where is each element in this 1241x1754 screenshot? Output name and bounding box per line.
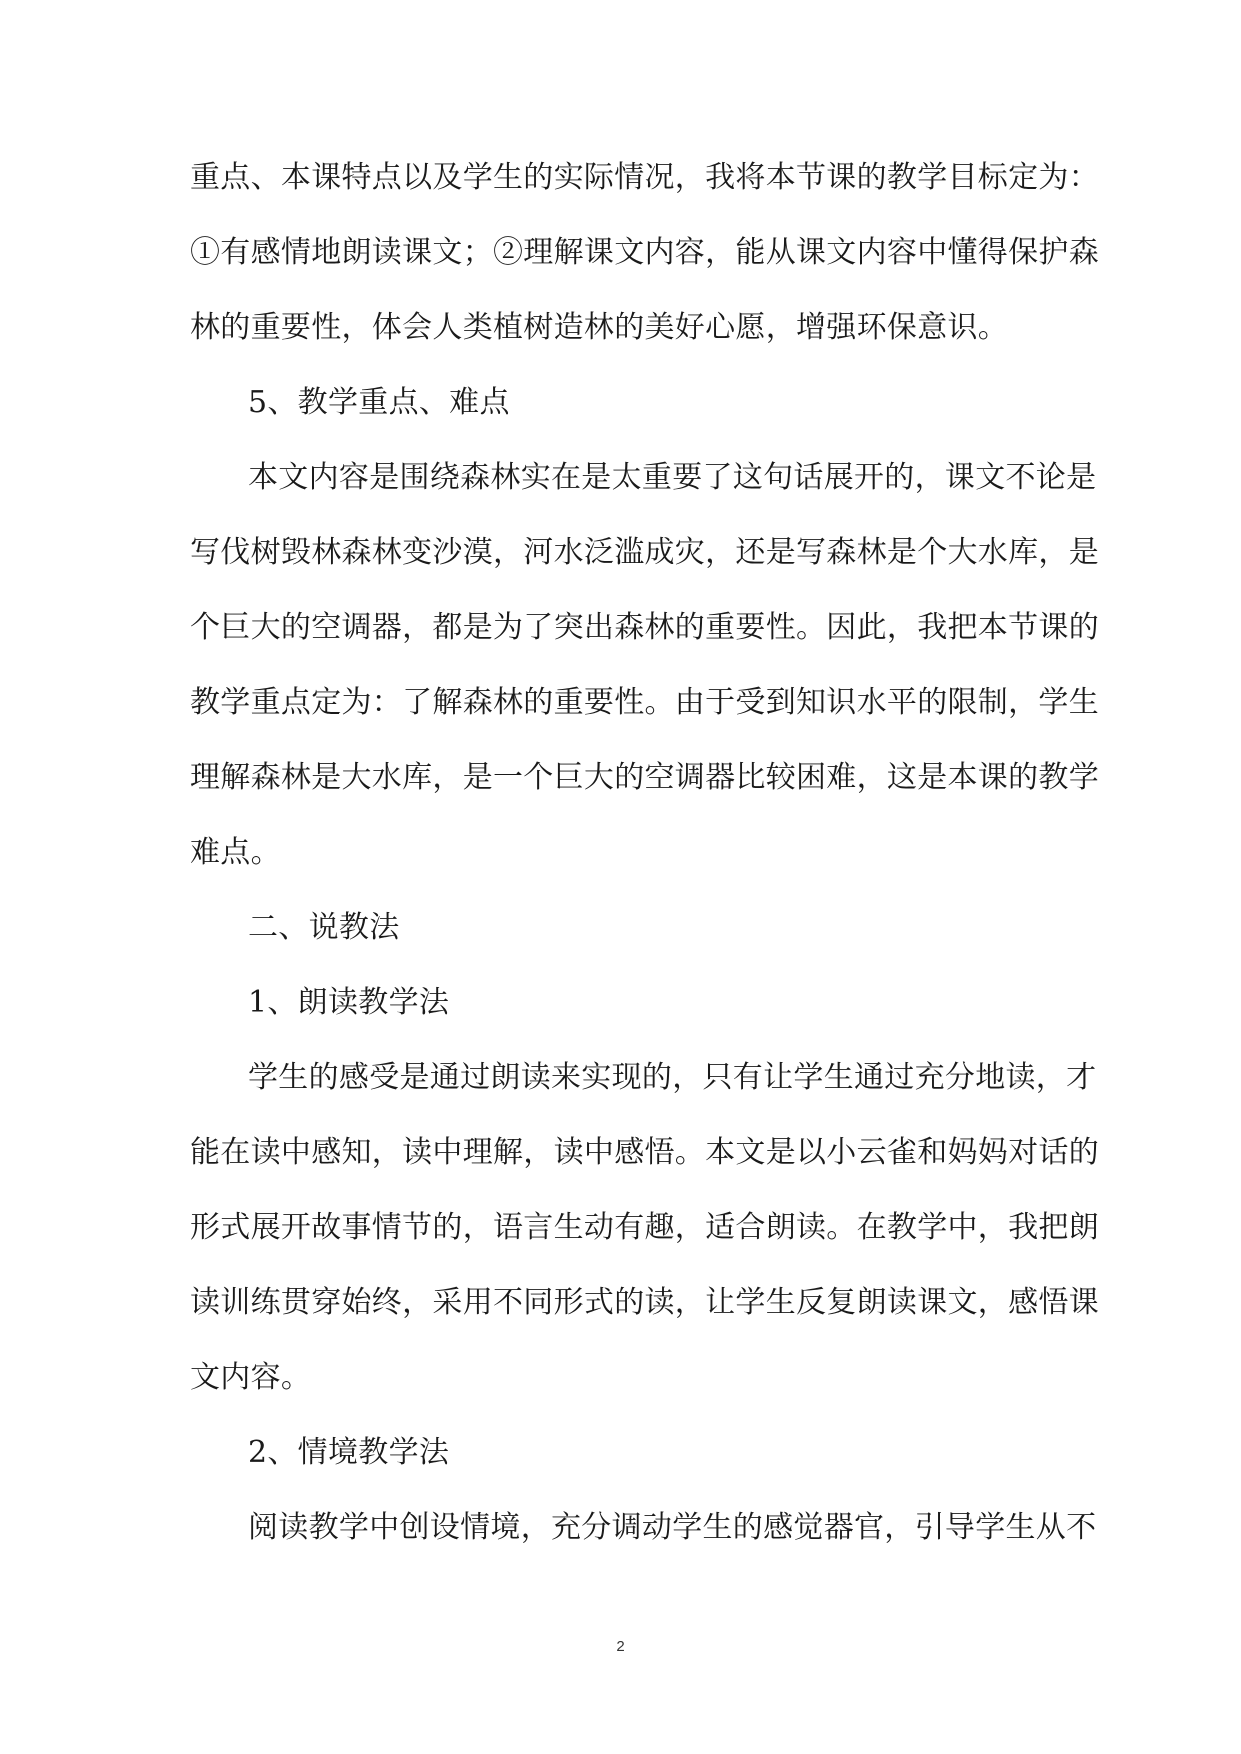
text-line: ①有感情地朗读课文；②理解课文内容，能从课文内容中懂得保护森	[190, 235, 1099, 270]
section-heading: 1、朗读教学法	[248, 985, 450, 1020]
page-number: 2	[616, 1638, 625, 1655]
text-line: 林的重要性，体会人类植树造林的美好心愿，增强环保意识。	[190, 310, 1009, 345]
text-line: 读训练贯穿始终，采用不同形式的读，让学生反复朗读课文，感悟课	[190, 1285, 1099, 1320]
section-heading: 2、情境教学法	[248, 1435, 450, 1470]
text-line: 难点。	[190, 835, 281, 870]
text-line: 本文内容是围绕森林实在是太重要了这句话展开的，课文不论是	[248, 460, 1097, 495]
text-line: 阅读教学中创设情境，充分调动学生的感觉器官，引导学生从不	[248, 1510, 1097, 1545]
section-heading: 5、教学重点、难点	[248, 385, 510, 420]
text-line: 理解森林是大水库，是一个巨大的空调器比较困难，这是本课的教学	[190, 760, 1099, 795]
text-line: 能在读中感知，读中理解，读中感悟。本文是以小云雀和妈妈对话的	[190, 1135, 1099, 1170]
text-line: 形式展开故事情节的，语言生动有趣，适合朗读。在教学中，我把朗	[190, 1210, 1099, 1245]
text-line: 写伐树毁林森林变沙漠，河水泛滥成灾，还是写森林是个大水库，是	[190, 535, 1099, 570]
text-line: 文内容。	[190, 1360, 312, 1395]
section-heading: 二、说教法	[248, 910, 400, 945]
text-line: 学生的感受是通过朗读来实现的，只有让学生通过充分地读，才	[248, 1060, 1097, 1095]
text-line: 重点、本课特点以及学生的实际情况，我将本节课的教学目标定为：	[190, 160, 1099, 195]
text-line: 教学重点定为：了解森林的重要性。由于受到知识水平的限制，学生	[190, 685, 1099, 720]
text-line: 个巨大的空调器，都是为了突出森林的重要性。因此，我把本节课的	[190, 610, 1099, 645]
document-body	[190, 140, 1099, 1565]
